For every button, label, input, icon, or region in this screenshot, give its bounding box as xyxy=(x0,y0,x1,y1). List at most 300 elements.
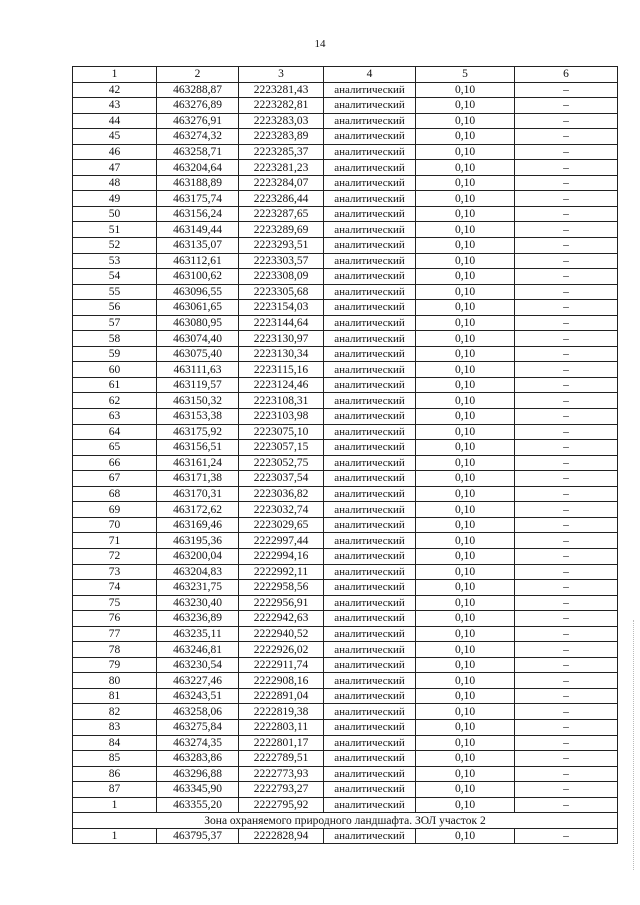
table-cell: 463204,64 xyxy=(157,160,239,176)
table-cell: 463075,40 xyxy=(157,346,239,362)
table-cell: 2222828,94 xyxy=(239,828,324,844)
table-cell: 463153,38 xyxy=(157,409,239,425)
table-cell: 0,10 xyxy=(416,362,515,378)
table-cell: 2223037,54 xyxy=(239,471,324,487)
table-cell: аналитический xyxy=(324,160,416,176)
table-cell: – xyxy=(515,206,618,222)
table-cell: 0,10 xyxy=(416,346,515,362)
table-row xyxy=(73,719,618,735)
table-cell: 2222795,92 xyxy=(239,797,324,813)
table-cell: 2222891,04 xyxy=(239,688,324,704)
table-row xyxy=(73,782,618,798)
table-cell: – xyxy=(515,440,618,456)
table-cell: 463288,87 xyxy=(157,82,239,98)
table-row xyxy=(73,657,618,673)
table-row xyxy=(73,284,618,300)
table-cell: 74 xyxy=(73,580,157,596)
table-cell: 2223281,23 xyxy=(239,160,324,176)
table-cell: – xyxy=(515,782,618,798)
table-cell: аналитический xyxy=(324,98,416,114)
table-cell: 0,10 xyxy=(416,564,515,580)
table-cell: аналитический xyxy=(324,580,416,596)
table-cell: 463170,31 xyxy=(157,486,239,502)
table-cell: аналитический xyxy=(324,440,416,456)
table-cell: 2223289,69 xyxy=(239,222,324,238)
table-cell: 0,10 xyxy=(416,704,515,720)
table-cell: 2223057,15 xyxy=(239,440,324,456)
table-cell: 0,10 xyxy=(416,98,515,114)
table-cell: аналитический xyxy=(324,657,416,673)
table-cell: 86 xyxy=(73,766,157,782)
table-cell: 0,10 xyxy=(416,782,515,798)
table-cell: – xyxy=(515,704,618,720)
table-cell: аналитический xyxy=(324,206,416,222)
table-cell: 79 xyxy=(73,657,157,673)
table-cell: аналитический xyxy=(324,673,416,689)
table-cell: 463100,62 xyxy=(157,269,239,285)
table-header-row xyxy=(73,67,618,83)
table-cell: 2223283,03 xyxy=(239,113,324,129)
table-cell: 49 xyxy=(73,191,157,207)
table-cell: 0,10 xyxy=(416,735,515,751)
table-cell: – xyxy=(515,455,618,471)
table-cell: 463243,51 xyxy=(157,688,239,704)
table-cell: 77 xyxy=(73,626,157,642)
table-cell: – xyxy=(515,222,618,238)
table-cell: 0,10 xyxy=(416,751,515,767)
table-cell: аналитический xyxy=(324,284,416,300)
table-cell: – xyxy=(515,486,618,502)
table-row xyxy=(73,409,618,425)
table-cell: 463080,95 xyxy=(157,315,239,331)
table-cell: 0,10 xyxy=(416,642,515,658)
table-cell: – xyxy=(515,626,618,642)
table-cell: 2222956,91 xyxy=(239,595,324,611)
page-number: 14 xyxy=(314,38,326,50)
table-cell: аналитический xyxy=(324,191,416,207)
table-cell: – xyxy=(515,160,618,176)
table-cell: 0,10 xyxy=(416,797,515,813)
table-cell: 2222908,16 xyxy=(239,673,324,689)
table-cell: – xyxy=(515,642,618,658)
table-cell: 47 xyxy=(73,160,157,176)
table-cell: 48 xyxy=(73,175,157,191)
table-row xyxy=(73,828,618,844)
table-cell: – xyxy=(515,129,618,145)
table-cell: 67 xyxy=(73,471,157,487)
table-cell: аналитический xyxy=(324,331,416,347)
table-cell: аналитический xyxy=(324,751,416,767)
table-row xyxy=(73,315,618,331)
table-cell: 463061,65 xyxy=(157,300,239,316)
table-cell: аналитический xyxy=(324,719,416,735)
table-cell: 463236,89 xyxy=(157,611,239,627)
table-cell: 2223293,51 xyxy=(239,238,324,254)
table-cell: 0,10 xyxy=(416,455,515,471)
table-cell: 463156,24 xyxy=(157,206,239,222)
table-cell: 0,10 xyxy=(416,517,515,533)
table-cell: – xyxy=(515,564,618,580)
table-cell: аналитический xyxy=(324,688,416,704)
table-cell: 55 xyxy=(73,284,157,300)
table-cell: 2223144,64 xyxy=(239,315,324,331)
table-cell: 68 xyxy=(73,486,157,502)
table-cell: 463150,32 xyxy=(157,393,239,409)
table-cell: 2222793,27 xyxy=(239,782,324,798)
table-cell: – xyxy=(515,269,618,285)
table-cell: 0,10 xyxy=(416,222,515,238)
column-header: 4 xyxy=(324,67,416,83)
table-cell: 463230,54 xyxy=(157,657,239,673)
table-cell: 0,10 xyxy=(416,144,515,160)
table-cell: аналитический xyxy=(324,735,416,751)
table-cell: 0,10 xyxy=(416,486,515,502)
table-cell: 2223286,44 xyxy=(239,191,324,207)
table-row xyxy=(73,486,618,502)
table-row xyxy=(73,113,618,129)
coordinates-table xyxy=(72,66,618,844)
table-row xyxy=(73,580,618,596)
table-cell: 0,10 xyxy=(416,828,515,844)
table-cell: 2222958,56 xyxy=(239,580,324,596)
table-cell: 59 xyxy=(73,346,157,362)
table-row xyxy=(73,595,618,611)
table-cell: аналитический xyxy=(324,144,416,160)
table-cell: 75 xyxy=(73,595,157,611)
table-row xyxy=(73,346,618,362)
table-cell: 0,10 xyxy=(416,160,515,176)
table-cell: 2223108,31 xyxy=(239,393,324,409)
table-cell: 0,10 xyxy=(416,580,515,596)
table-cell: аналитический xyxy=(324,238,416,254)
table-row xyxy=(73,300,618,316)
table-cell: 0,10 xyxy=(416,175,515,191)
table-cell: 0,10 xyxy=(416,688,515,704)
table-cell: аналитический xyxy=(324,362,416,378)
table-cell: аналитический xyxy=(324,486,416,502)
table-cell: 52 xyxy=(73,238,157,254)
table-cell: 0,10 xyxy=(416,626,515,642)
table-row xyxy=(73,144,618,160)
table-cell: аналитический xyxy=(324,222,416,238)
table-cell: – xyxy=(515,797,618,813)
table-cell: 463171,38 xyxy=(157,471,239,487)
table-row xyxy=(73,191,618,207)
table-cell: 0,10 xyxy=(416,471,515,487)
table-cell: 463227,46 xyxy=(157,673,239,689)
table-cell: 0,10 xyxy=(416,377,515,393)
table-cell: 46 xyxy=(73,144,157,160)
table-cell: 463230,40 xyxy=(157,595,239,611)
table-row xyxy=(73,269,618,285)
table-cell: 1 xyxy=(73,797,157,813)
table-cell: аналитический xyxy=(324,704,416,720)
table-cell: аналитический xyxy=(324,828,416,844)
table-cell: аналитический xyxy=(324,611,416,627)
table-cell: 66 xyxy=(73,455,157,471)
table-cell: 71 xyxy=(73,533,157,549)
table-cell: 61 xyxy=(73,377,157,393)
table-cell: 463231,75 xyxy=(157,580,239,596)
table-cell: 0,10 xyxy=(416,657,515,673)
table-cell: аналитический xyxy=(324,300,416,316)
table-cell: – xyxy=(515,331,618,347)
table-cell: 0,10 xyxy=(416,331,515,347)
table-cell: 58 xyxy=(73,331,157,347)
table-cell: 0,10 xyxy=(416,424,515,440)
table-cell: – xyxy=(515,595,618,611)
table-row xyxy=(73,471,618,487)
table-row xyxy=(73,377,618,393)
column-header: 3 xyxy=(239,67,324,83)
table-cell: – xyxy=(515,393,618,409)
table-cell: – xyxy=(515,688,618,704)
table-cell: – xyxy=(515,471,618,487)
table-cell: 463169,46 xyxy=(157,517,239,533)
table-cell: аналитический xyxy=(324,626,416,642)
table-cell: – xyxy=(515,175,618,191)
table-cell: 0,10 xyxy=(416,284,515,300)
table-cell: 0,10 xyxy=(416,300,515,316)
table-row xyxy=(73,611,618,627)
section-title-row xyxy=(73,813,618,829)
table-cell: 2223103,98 xyxy=(239,409,324,425)
table-row xyxy=(73,424,618,440)
table-cell: аналитический xyxy=(324,424,416,440)
table-row xyxy=(73,362,618,378)
table-cell: 2223032,74 xyxy=(239,502,324,518)
table-row xyxy=(73,502,618,518)
table-cell: 1 xyxy=(73,828,157,844)
table-cell: 0,10 xyxy=(416,595,515,611)
coordinates-body xyxy=(73,82,618,813)
table-row xyxy=(73,673,618,689)
table-cell: – xyxy=(515,362,618,378)
table-cell: – xyxy=(515,548,618,564)
table-cell: 2223029,65 xyxy=(239,517,324,533)
table-cell: 76 xyxy=(73,611,157,627)
table-cell: аналитический xyxy=(324,502,416,518)
table-cell: – xyxy=(515,191,618,207)
table-cell: 463188,89 xyxy=(157,175,239,191)
table-cell: – xyxy=(515,284,618,300)
table-cell: 57 xyxy=(73,315,157,331)
table-cell: 0,10 xyxy=(416,253,515,269)
table-cell: 64 xyxy=(73,424,157,440)
table-cell: аналитический xyxy=(324,797,416,813)
table-cell: – xyxy=(515,346,618,362)
table-cell: аналитический xyxy=(324,175,416,191)
table-cell: – xyxy=(515,409,618,425)
table-row xyxy=(73,222,618,238)
table-cell: 0,10 xyxy=(416,533,515,549)
table-cell: 2222773,93 xyxy=(239,766,324,782)
table-row xyxy=(73,735,618,751)
table-cell: 51 xyxy=(73,222,157,238)
table-cell: аналитический xyxy=(324,253,416,269)
table-cell: 0,10 xyxy=(416,113,515,129)
table-cell: аналитический xyxy=(324,766,416,782)
table-cell: аналитический xyxy=(324,269,416,285)
table-cell: 463172,62 xyxy=(157,502,239,518)
table-cell: 0,10 xyxy=(416,673,515,689)
table-row xyxy=(73,393,618,409)
table-cell: 2222803,11 xyxy=(239,719,324,735)
table-cell: 463274,32 xyxy=(157,129,239,145)
table-cell: 463275,84 xyxy=(157,719,239,735)
table-cell: 463111,63 xyxy=(157,362,239,378)
table-row xyxy=(73,82,618,98)
table-cell: 2223287,65 xyxy=(239,206,324,222)
table-cell: 2223284,07 xyxy=(239,175,324,191)
table-row xyxy=(73,160,618,176)
table-cell: 2223124,46 xyxy=(239,377,324,393)
table-cell: 2223130,97 xyxy=(239,331,324,347)
table-cell: – xyxy=(515,300,618,316)
table-cell: аналитический xyxy=(324,346,416,362)
table-cell: 2222911,74 xyxy=(239,657,324,673)
table-cell: 2223075,10 xyxy=(239,424,324,440)
table-cell: 0,10 xyxy=(416,393,515,409)
table-cell: 2223308,09 xyxy=(239,269,324,285)
table-row xyxy=(73,440,618,456)
table-cell: 0,10 xyxy=(416,502,515,518)
table-cell: 82 xyxy=(73,704,157,720)
table-cell: 463195,36 xyxy=(157,533,239,549)
table-row xyxy=(73,548,618,564)
table-cell: 72 xyxy=(73,548,157,564)
table-cell: 2222997,44 xyxy=(239,533,324,549)
table-row xyxy=(73,175,618,191)
table-cell: 2222801,17 xyxy=(239,735,324,751)
table-cell: 463119,57 xyxy=(157,377,239,393)
table-cell: 0,10 xyxy=(416,719,515,735)
table-cell: 45 xyxy=(73,129,157,145)
table-cell: – xyxy=(515,735,618,751)
table-cell: 2222940,52 xyxy=(239,626,324,642)
table-cell: – xyxy=(515,657,618,673)
table-cell: 0,10 xyxy=(416,766,515,782)
table-cell: 2223036,82 xyxy=(239,486,324,502)
table-cell: 463112,61 xyxy=(157,253,239,269)
table-cell: 2223282,81 xyxy=(239,98,324,114)
table-cell: – xyxy=(515,517,618,533)
table-cell: 463283,86 xyxy=(157,751,239,767)
table-cell: 70 xyxy=(73,517,157,533)
table-cell: аналитический xyxy=(324,393,416,409)
table-cell: 53 xyxy=(73,253,157,269)
table-cell: – xyxy=(515,315,618,331)
column-header: 2 xyxy=(157,67,239,83)
table-cell: 463296,88 xyxy=(157,766,239,782)
table-cell: 54 xyxy=(73,269,157,285)
table-row xyxy=(73,98,618,114)
table-cell: 2223303,57 xyxy=(239,253,324,269)
table-cell: 2223154,03 xyxy=(239,300,324,316)
table-cell: 2222992,11 xyxy=(239,564,324,580)
table-row xyxy=(73,797,618,813)
section-body xyxy=(73,828,618,844)
table-cell: 2222942,63 xyxy=(239,611,324,627)
table-cell: 81 xyxy=(73,688,157,704)
table-cell: – xyxy=(515,751,618,767)
table-row xyxy=(73,688,618,704)
table-cell: 60 xyxy=(73,362,157,378)
table-row xyxy=(73,642,618,658)
table-cell: 0,10 xyxy=(416,315,515,331)
table-cell: 80 xyxy=(73,673,157,689)
table-cell: – xyxy=(515,82,618,98)
table-cell: аналитический xyxy=(324,595,416,611)
table-cell: 84 xyxy=(73,735,157,751)
table-cell: аналитический xyxy=(324,564,416,580)
table-cell: 463276,89 xyxy=(157,98,239,114)
table-cell: 2223130,34 xyxy=(239,346,324,362)
table-cell: 2223115,16 xyxy=(239,362,324,378)
table-cell: 463096,55 xyxy=(157,284,239,300)
table-cell: 463276,91 xyxy=(157,113,239,129)
table-cell: 63 xyxy=(73,409,157,425)
table-cell: 463175,92 xyxy=(157,424,239,440)
table-row xyxy=(73,455,618,471)
table-cell: – xyxy=(515,611,618,627)
table-cell: 0,10 xyxy=(416,238,515,254)
table-row xyxy=(73,129,618,145)
table-cell: 0,10 xyxy=(416,191,515,207)
table-cell: 463246,81 xyxy=(157,642,239,658)
table-cell: 2222926,02 xyxy=(239,642,324,658)
table-cell: – xyxy=(515,253,618,269)
table-cell: аналитический xyxy=(324,455,416,471)
table-cell: 463345,90 xyxy=(157,782,239,798)
table-cell: 463258,71 xyxy=(157,144,239,160)
table-cell: – xyxy=(515,377,618,393)
table-cell: 463258,06 xyxy=(157,704,239,720)
table-cell: 2222789,51 xyxy=(239,751,324,767)
table-cell: 463355,20 xyxy=(157,797,239,813)
table-cell: 0,10 xyxy=(416,409,515,425)
table-cell: 56 xyxy=(73,300,157,316)
table-cell: аналитический xyxy=(324,377,416,393)
table-cell: – xyxy=(515,766,618,782)
table-cell: 0,10 xyxy=(416,206,515,222)
table-cell: 2223285,37 xyxy=(239,144,324,160)
table-row xyxy=(73,704,618,720)
table-cell: – xyxy=(515,113,618,129)
table-cell: аналитический xyxy=(324,782,416,798)
table-cell: – xyxy=(515,828,618,844)
table-cell: – xyxy=(515,673,618,689)
table-cell: 2223281,43 xyxy=(239,82,324,98)
table-cell: 83 xyxy=(73,719,157,735)
table-cell: аналитический xyxy=(324,533,416,549)
table-cell: 42 xyxy=(73,82,157,98)
table-cell: 463204,83 xyxy=(157,564,239,580)
column-header: 1 xyxy=(73,67,157,83)
table-row xyxy=(73,253,618,269)
table-cell: 0,10 xyxy=(416,611,515,627)
table-row xyxy=(73,766,618,782)
table-cell: 463235,11 xyxy=(157,626,239,642)
table-cell: 2223283,89 xyxy=(239,129,324,145)
table-cell: аналитический xyxy=(324,642,416,658)
table-cell: 44 xyxy=(73,113,157,129)
table-cell: аналитический xyxy=(324,113,416,129)
table-cell: – xyxy=(515,719,618,735)
table-row xyxy=(73,238,618,254)
table-cell: аналитический xyxy=(324,409,416,425)
table-cell: 87 xyxy=(73,782,157,798)
